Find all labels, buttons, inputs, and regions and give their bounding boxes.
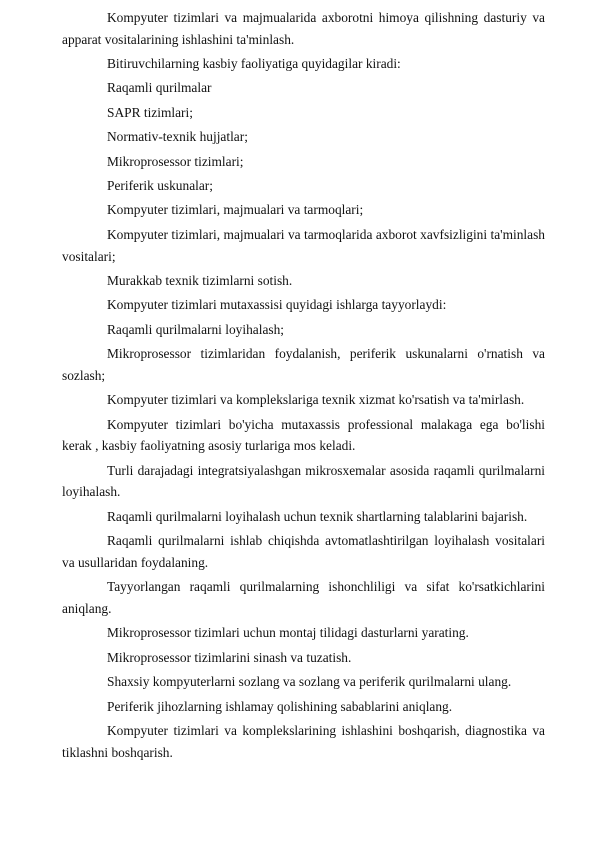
list-item: Raqamli qurilmalarni ishlab chiqishda avtomatlashtirilgan loyihalash vositalari va usullaridan foydalaning. — [62, 533, 545, 570]
list-item: Mikroprosessor tizimlari; — [107, 153, 244, 169]
list-item: Shaxsiy kompyuterlarni sozlang va sozlang va periferik qurilmalarni ulang. — [107, 674, 512, 690]
list-item: Mikroprosessor tizimlaridan foydalanish, periferik uskunalarni o'rnatish va sozlash; — [62, 346, 545, 383]
list-item: Murakkab texnik tizimlarni sotish. — [107, 272, 293, 288]
list-item: Mikroprosessor tizimlarini sinash va tuzatish. — [107, 649, 352, 665]
list-item: Tayyorlangan raqamli qurilmalarning ishonchliligi va sifat ko'rsatkichlarini aniqlang. — [62, 579, 545, 616]
list-item: Mikroprosessor tizimlari uchun montaj tilidagi dasturlarni yarating. — [107, 625, 469, 641]
list-item: Raqamli qurilmalar — [107, 80, 212, 96]
list-item: Kompyuter tizimlari va komplekslarining ishlashini boshqarish, diagnostika va tiklashni boshqarish. — [62, 722, 545, 760]
list-item: Raqamli qurilmalarni loyihalash uchun texnik shartlarning talablarini bajarish. — [107, 508, 528, 524]
document-page — [62, 7, 545, 766]
paragraph: Bitiruvchilarning kasbiy faoliyatiga quyidagilar kiradi: — [107, 56, 401, 72]
list-item: Normativ-texnik hujjatlar; — [107, 129, 248, 145]
list-item: Turli darajadagi integratsiyalashgan mikrosxemalar asosida raqamli qurilmalarni loyihalash. — [62, 462, 545, 500]
list-item: Periferik jihozlarning ishlamay qolishining sabablarini aniqlang. — [107, 698, 453, 714]
list-item: SAPR tizimlari; — [107, 104, 193, 120]
paragraph: Kompyuter tizimlari bo'yicha mutaxassis professional malakaga ega bo'lishi kerak , kasbiy faoliyatning asosiy turlariga mos keladi. — [62, 416, 545, 454]
list-item: Kompyuter tizimlari, majmualari va tarmoqlarida axborot xavfsizligini ta'minlash vositalari; — [62, 226, 545, 264]
paragraph: Kompyuter tizimlari va majmualarida axborotni himoya qilishning dasturiy va apparat vositalarining ishlashini ta'minlash. — [62, 10, 545, 47]
paragraph: Kompyuter tizimlari mutaxassisi quyidagi ishlarga tayyorlaydi: — [107, 297, 447, 313]
list-item: Periferik uskunalar; — [107, 178, 213, 194]
list-item: Kompyuter tizimlari, majmualari va tarmoqlari; — [107, 202, 364, 218]
list-item: Raqamli qurilmalarni loyihalash; — [107, 321, 285, 337]
list-item: Kompyuter tizimlari va komplekslariga texnik xizmat ko'rsatish va ta'mirlash. — [107, 392, 525, 408]
